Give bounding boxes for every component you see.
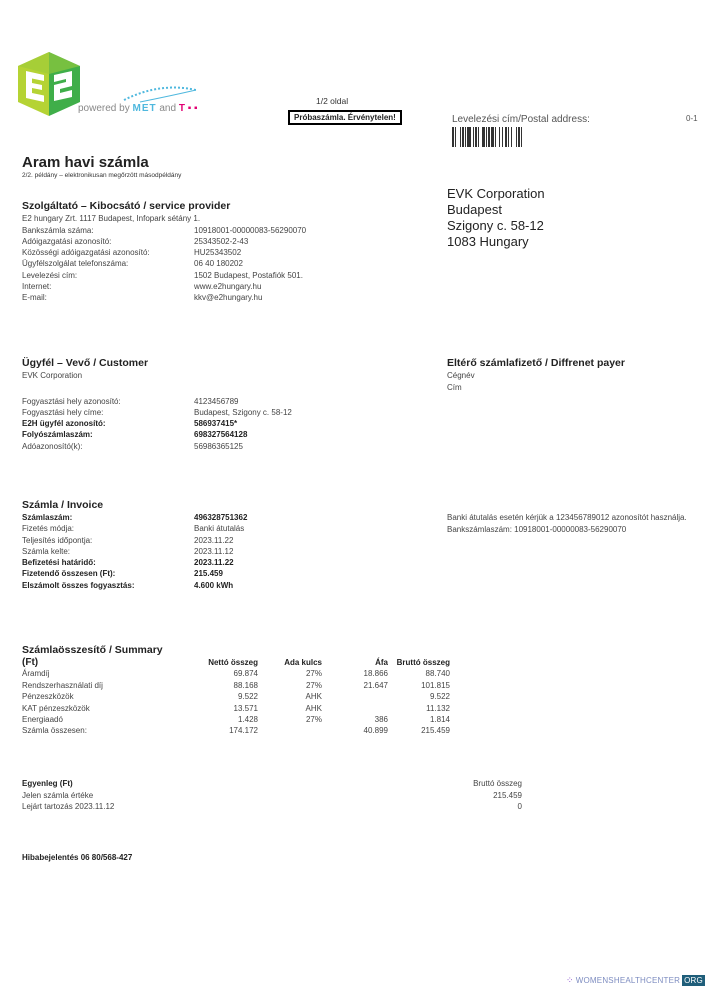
powered-by-text: powered by — [78, 103, 130, 114]
test-invoice-badge: Próbaszámla. Érvénytelen! — [288, 110, 402, 125]
address-line: EVK Corporation — [447, 186, 545, 201]
provider-row: Adóigazgatási azonosító: 25343502-2-43 — [22, 236, 249, 246]
col-header-rate: Ada kulcs — [284, 658, 322, 667]
payer-title: Eltérő számlafizető / Diffrenet payer — [447, 357, 625, 369]
customer-section — [22, 357, 292, 452]
customer-row: Fogyasztási hely címe: Budapest, Szigony c. 58-12 — [22, 407, 292, 417]
document-subtitle: 2/2. példány – elektronikusan megőrzött másodpéldány — [22, 172, 182, 179]
customer-name: EVK Corporation — [22, 371, 83, 380]
invoice-row: Teljesítés időpontja: 2023.11.22 — [22, 535, 234, 545]
invoice-row: Fizetendő összesen (Ft): 215.459 — [22, 569, 223, 579]
summary-header-row — [22, 657, 450, 668]
payer-name-label: Cégnév — [447, 371, 475, 380]
provider-row: Levelezési cím: 1502 Budapest, Postafiók 501. — [22, 270, 303, 280]
provider-title: Szolgáltató – Kibocsátó / service provider — [22, 200, 231, 212]
customer-row: E2H ügyfél azonosító: 586937415* — [22, 419, 238, 429]
summary-table — [22, 657, 450, 737]
website-link[interactable]: www.e2hungary.hu — [194, 281, 262, 291]
summary-title: Számlaösszesítő / Summary — [22, 644, 163, 656]
balance-title: Egyenleg (Ft) — [22, 779, 73, 788]
provider-row: Bankszámla száma: 10918001-00000083-56290070 — [22, 225, 307, 235]
postal-address-label: Levelezési cím/Postal address: — [452, 114, 590, 125]
address-line: 1083 Hungary — [447, 234, 529, 249]
invoice-section — [22, 499, 247, 591]
customer-row: Adóazonosító(k): 56986365125 — [22, 441, 243, 451]
and-text: and — [159, 103, 177, 114]
balance-section — [22, 778, 522, 813]
invoice-row: Számlaszám: 496328751362 — [22, 513, 248, 522]
address-line: Szigony c. 58-12 — [447, 218, 544, 233]
e2-cube-icon — [18, 52, 80, 116]
dots-icon: ⁘ — [566, 975, 574, 985]
provider-section — [22, 200, 306, 304]
powered-by-line — [78, 103, 198, 114]
customer-title: Ügyfél – Vevő / Customer — [22, 357, 149, 369]
bank-transfer-note — [447, 512, 717, 535]
met-logo: MET — [132, 103, 157, 114]
balance-row: Lejárt tartozás 2023.11.12 0 — [22, 802, 522, 811]
different-payer-section — [447, 357, 625, 393]
unit-label: (Ft) — [22, 657, 39, 668]
watermark — [566, 975, 705, 986]
barcode — [452, 127, 593, 147]
balance-row: Jelen számla értéke 215.459 — [22, 790, 522, 800]
page-indicator: 1/2 oldal — [316, 96, 349, 106]
invoice-row: Fizetés módja: Banki átutalás — [22, 524, 245, 534]
provider-row: E-mail: kkv@e2hungary.hu — [22, 293, 263, 303]
provider-row: Internet: www.e2hungary.hu — [22, 281, 262, 291]
provider-row: Ügyfélszolgálat telefonszáma: 06 40 180202 — [22, 259, 243, 269]
address-line: Budapest — [447, 202, 502, 217]
table-total-row: Számla összesen: 174.172 40.899 215.459 — [22, 726, 450, 736]
customer-row: Folyószámlaszám: 698327564128 — [22, 430, 248, 440]
invoice-title: Számla / Invoice — [22, 499, 104, 511]
summary-section — [22, 644, 532, 737]
invoice-row: Befizetési határidő: 2023.11.22 — [22, 558, 234, 568]
table-row: Energiaadó 1.428 27% 386 1.814 — [22, 715, 450, 725]
col-header-vat: Áfa — [375, 658, 388, 667]
table-row: Áramdíj 69.874 27% 18.866 88.740 — [22, 669, 450, 679]
recipient-address — [447, 186, 545, 250]
fault-report-line: Hibabejelentés 06 80/568-427 — [22, 853, 133, 862]
telekom-logo: T ▪ ▪ — [178, 103, 198, 114]
table-row: KAT pénzeszközök 13.571 AHK 11.132 — [22, 703, 450, 713]
col-header-brutto: Bruttó összeg — [396, 658, 450, 667]
customer-row: Fogyasztási hely azonosító: 4123456789 — [22, 396, 239, 406]
bank-note-text: Banki átutalás esetén kérjük a 123456789012 azonosítót használja. — [447, 513, 687, 522]
e2-logo — [18, 52, 80, 116]
provider-row: Közösségi adóigazgatási azonosító: HU25343502 — [22, 248, 242, 258]
table-row: Pénzeszközök 9.522 AHK 9.522 — [22, 692, 450, 702]
col-header-netto: Nettó összeg — [208, 658, 258, 667]
email-link[interactable]: kkv@e2hungary.hu — [194, 293, 263, 303]
watermark-text: WOMENSHEALTHCENTER — [575, 976, 681, 985]
invoice-row: Elszámolt összes fogyasztás: 4.600 kWh — [22, 580, 234, 590]
bank-account-text: Bankszámlaszám: 10918001-00000083-56290070 — [447, 524, 627, 534]
document-title: Aram havi számla — [22, 154, 149, 171]
balance-col-header: Bruttó összeg — [473, 779, 522, 788]
table-row: Rendszerhasználati díj 88.168 27% 21.647 101.815 — [22, 680, 450, 690]
provider-line: E2 hungary Zrt. 1117 Budapest, Infopark sétány 1. — [22, 214, 201, 223]
watermark-badge: ORG — [684, 976, 703, 985]
invoice-row: Számla kelte: 2023.11.12 — [22, 546, 234, 556]
met-swoosh-icon — [120, 84, 200, 104]
postal-code: 0-1 — [686, 114, 698, 123]
payer-address-label: Cím — [447, 382, 462, 392]
